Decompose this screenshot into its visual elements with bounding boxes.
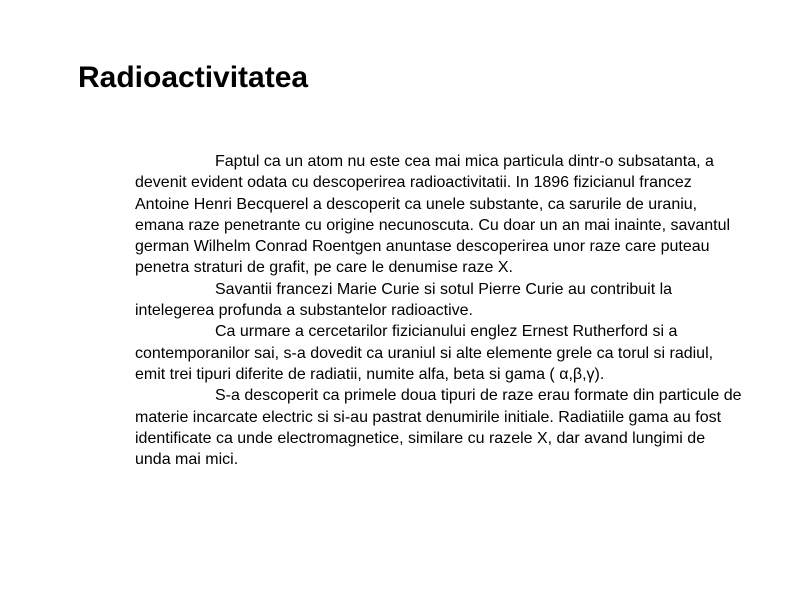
paragraph-2: [55, 279, 755, 322]
paragraph-4: [55, 385, 755, 470]
paragraph-line: penetra straturi de grafit, pe care le denumise raze X.: [135, 259, 513, 277]
paragraph-line: german Wilhelm Conrad Roentgen anuntase descoperirea unor raze care puteau: [135, 238, 710, 256]
paragraph-line: materie incarcate electric si si-au pastrat denumirile initiale. Radiatiile gama au fost: [135, 408, 722, 426]
paragraph-line: contemporanilor sai, s-a dovedit ca uraniul si alte elemente grele ca torul si radiul,: [135, 344, 714, 362]
paragraph-line: emit trei tipuri diferite de radiatii, numite alfa, beta si gama ( α,β,γ).: [135, 365, 605, 383]
paragraph-line: Ca urmare a cercetarilor fizicianului englez Ernest Rutherford si a: [215, 323, 678, 341]
paragraph-line: identificate ca unde electromagnetice, similare cu razele X, dar avand lungimi de: [135, 429, 706, 447]
slide-title: Radioactivitatea: [78, 61, 309, 94]
paragraph-line: Faptul ca un atom nu este cea mai mica particula dintr-o subsatanta, a: [215, 153, 714, 170]
slide-body: [55, 151, 755, 470]
paragraph-line: unda mai mici.: [135, 451, 239, 469]
paragraph-3: [55, 321, 755, 385]
paragraph-line: emana raze penetrante cu origine necunoscuta. Cu doar un an mai inainte, savantul: [135, 216, 731, 234]
paragraph-line: devenit evident odata cu descoperirea radioactivitatii. In 1896 fizicianul francez: [135, 174, 692, 192]
paragraph-line: Savantii francezi Marie Curie si sotul Pierre Curie au contribuit la: [215, 280, 673, 298]
paragraph-line: S-a descoperit ca primele doua tipuri de raze erau formate din particule de: [215, 387, 742, 405]
paragraph-line: Antoine Henri Becquerel a descoperit ca unele substante, ca sarurile de uraniu,: [135, 195, 698, 213]
paragraph-line: intelegerea profunda a substantelor radioactive.: [135, 302, 473, 320]
paragraph-1: [55, 151, 755, 279]
